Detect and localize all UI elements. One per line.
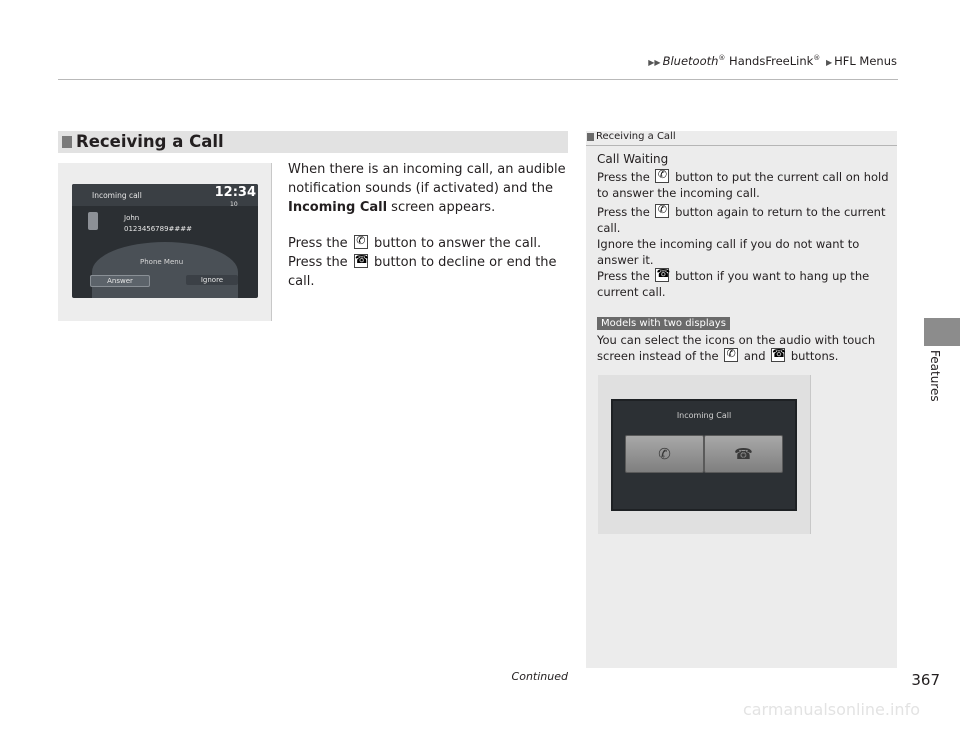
intro-paragraph: When there is an incoming call, an audible notification sounds (if activated) and the Incoming Call screen appears.	[288, 162, 566, 215]
breadcrumb-hfl-menus: HFL Menus	[834, 54, 897, 68]
touch-hangup-button[interactable]	[704, 435, 783, 473]
pickup-phone-icon: ✆	[658, 445, 671, 463]
notes-subtitle: Call Waiting	[597, 152, 669, 166]
continued-label: Continued	[511, 670, 568, 683]
breadcrumb: ▶▶ Bluetooth® HandsFreeLink® ▶ HFL Menus	[648, 54, 897, 68]
ignore-button[interactable]: Ignore	[186, 275, 238, 285]
caller-name: John	[124, 214, 140, 222]
watermark: carmanualsonline.info	[742, 700, 920, 719]
hangup-phone-icon: ☎	[772, 347, 786, 360]
notes-touch-text: You can select the icons on the audio with touch screen instead of the ✆ and ☎ buttons.	[597, 333, 876, 363]
phone-menu-dial	[92, 242, 238, 298]
touch-screen-title: Incoming Call	[676, 411, 732, 420]
screen-clock: 12:34	[214, 185, 256, 200]
hangup-phone-icon: ☎	[656, 267, 671, 280]
breadcrumb-arrow-icon: ▶▶	[648, 58, 661, 67]
incoming-call-screen	[72, 184, 258, 298]
touch-incoming-call-screen	[611, 399, 797, 511]
section-title: Receiving a Call	[76, 132, 224, 151]
notes-ignore-text: Ignore the incoming call if you do not want to answer it.	[597, 237, 860, 267]
touch-answer-button[interactable]	[625, 435, 704, 473]
pickup-phone-icon: ✆	[724, 348, 738, 362]
hangup-phone-icon: ☎	[734, 445, 753, 463]
incoming-call-term: Incoming Call	[288, 200, 388, 215]
notes-header: Receiving a Call	[586, 131, 897, 146]
cellphone-icon	[88, 212, 98, 230]
notes-hangup-text: Press the ☎ button if you want to hang up the current call.	[597, 267, 870, 299]
pickup-phone-icon: ✆	[354, 235, 368, 249]
notes-hold-text: Press the ✆ button to put the current call on hold to answer the incoming call.	[597, 168, 889, 200]
answer-instruction: Press the ✆ button to answer the call.	[288, 234, 542, 251]
chapter-tab	[924, 318, 960, 346]
pickup-phone-icon: ✆	[655, 169, 669, 183]
breadcrumb-arrow-icon: ▶	[825, 58, 833, 67]
header-rule	[58, 79, 898, 80]
answer-button[interactable]: Answer	[90, 275, 150, 287]
notes-return-text: Press the ✆ button again to return to the current call.	[597, 203, 886, 235]
notes-marker-icon	[587, 133, 594, 141]
section-marker-icon	[62, 136, 72, 148]
decline-instruction: Press the ☎ button to decline or end the call.	[288, 253, 557, 289]
hangup-phone-icon: ☎	[354, 253, 369, 266]
models-badge: Models with two displays	[597, 317, 730, 330]
screen-title: Incoming call	[92, 191, 142, 200]
chapter-label: Features	[928, 350, 942, 402]
caller-number: 0123456789####	[124, 225, 192, 233]
notes-panel	[586, 131, 897, 668]
screen-volume: 10	[230, 201, 238, 208]
breadcrumb-bluetooth: Bluetooth	[662, 54, 719, 68]
pickup-phone-icon: ✆	[655, 204, 669, 218]
page-number: 367	[911, 671, 940, 689]
phone-menu-label: Phone Menu	[140, 258, 184, 266]
touch-screen-figure	[598, 375, 811, 534]
section-heading	[58, 131, 568, 153]
